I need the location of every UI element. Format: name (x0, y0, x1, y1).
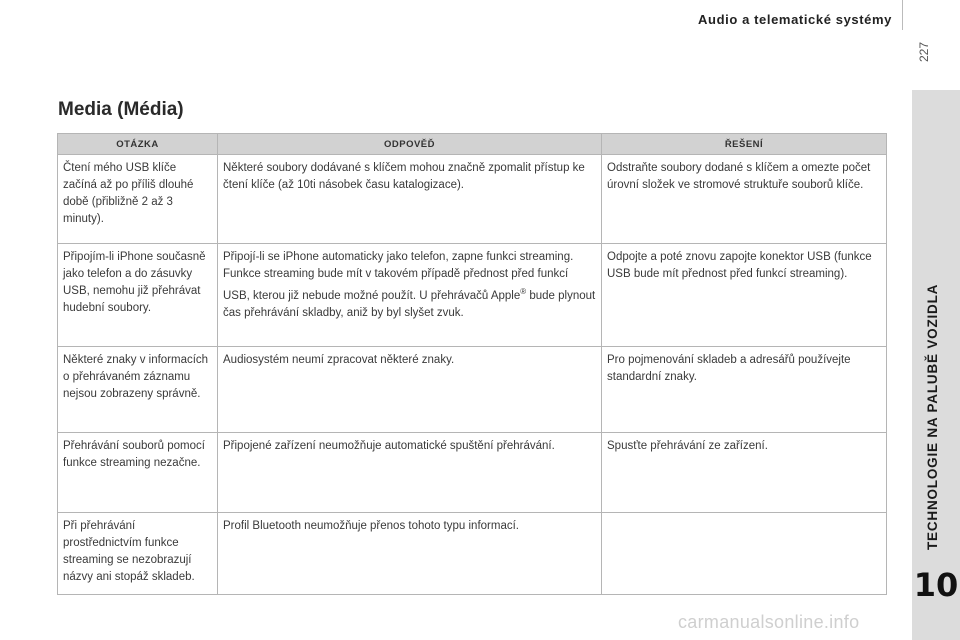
faq-table (57, 133, 887, 595)
column-header-answer: ODPOVĚĎ (218, 134, 602, 155)
section-header: Audio a telematické systémy (698, 12, 892, 27)
answer-cell (218, 244, 602, 347)
answer-text: bude plynout čas přehrávání skladby, aniž by byl slyšet zvuk. (223, 289, 596, 319)
solution-cell: Odpojte a poté znovu zapojte konektor USB (funkce USB bude mít přednost před funkcí streaming). (602, 244, 887, 347)
table-row (58, 513, 887, 595)
page-number: 227 (917, 41, 931, 62)
table-row (58, 155, 887, 244)
column-header-solution: ŘEŠENÍ (602, 134, 887, 155)
question-cell: Při přehrávání prostřednictvím funkce streaming se nezobrazují názvy ani stopáž skladeb. (58, 513, 218, 595)
solution-cell: Spusťte přehrávání ze zařízení. (602, 433, 887, 513)
question-cell: Některé znaky v informacích o přehrávaném záznamu nejsou zobrazeny správně. (58, 347, 218, 433)
registered-mark: ® (520, 287, 527, 296)
answer-cell: Připojené zařízení neumožňuje automatické spuštění přehrávání. (218, 433, 602, 513)
answer-text: Připojí-li se iPhone automaticky jako telefon, zapne funkci streaming. Funkce streaming bude mít v takovém případě přednost před funkcí USB, kterou již nebude možné použít. U přehrávačů Apple (223, 251, 574, 302)
column-header-question: OTÁZKA (58, 134, 218, 155)
page-title: Media (Média) (58, 99, 184, 120)
question-cell: Čtení mého USB klíče začíná až po příliš dlouhé době (přibližně 2 až 3 minuty). (58, 155, 218, 244)
chapter-tab-label: TECHNOLOGIE NA PALUBĚ VOZIDLA (925, 283, 940, 550)
answer-cell: Profil Bluetooth neumožňuje přenos tohoto typu informací. (218, 513, 602, 595)
solution-cell: Pro pojmenování skladeb a adresářů používejte standardní znaky. (602, 347, 887, 433)
table-row (58, 244, 887, 347)
header-divider (902, 0, 903, 30)
question-cell: Připojím-li iPhone současně jako telefon a do zásuvky USB, nemohu již přehrávat hudební soubory. (58, 244, 218, 347)
solution-cell (602, 513, 887, 595)
solution-cell: Odstraňte soubory dodané s klíčem a omezte počet úrovní složek ve stromové struktuře souborů klíče. (602, 155, 887, 244)
table-row (58, 347, 887, 433)
answer-cell: Některé soubory dodávané s klíčem mohou značně zpomalit přístup ke čtení klíče (až 10ti násobek času katalogizace). (218, 155, 602, 244)
table-header-row (58, 134, 887, 155)
watermark: carmanualsonline.info (678, 612, 860, 632)
answer-cell: Audiosystém neumí zpracovat některé znaky. (218, 347, 602, 433)
table-row (58, 433, 887, 513)
chapter-number: 10 (913, 566, 959, 604)
question-cell: Přehrávání souborů pomocí funkce streaming nezačne. (58, 433, 218, 513)
